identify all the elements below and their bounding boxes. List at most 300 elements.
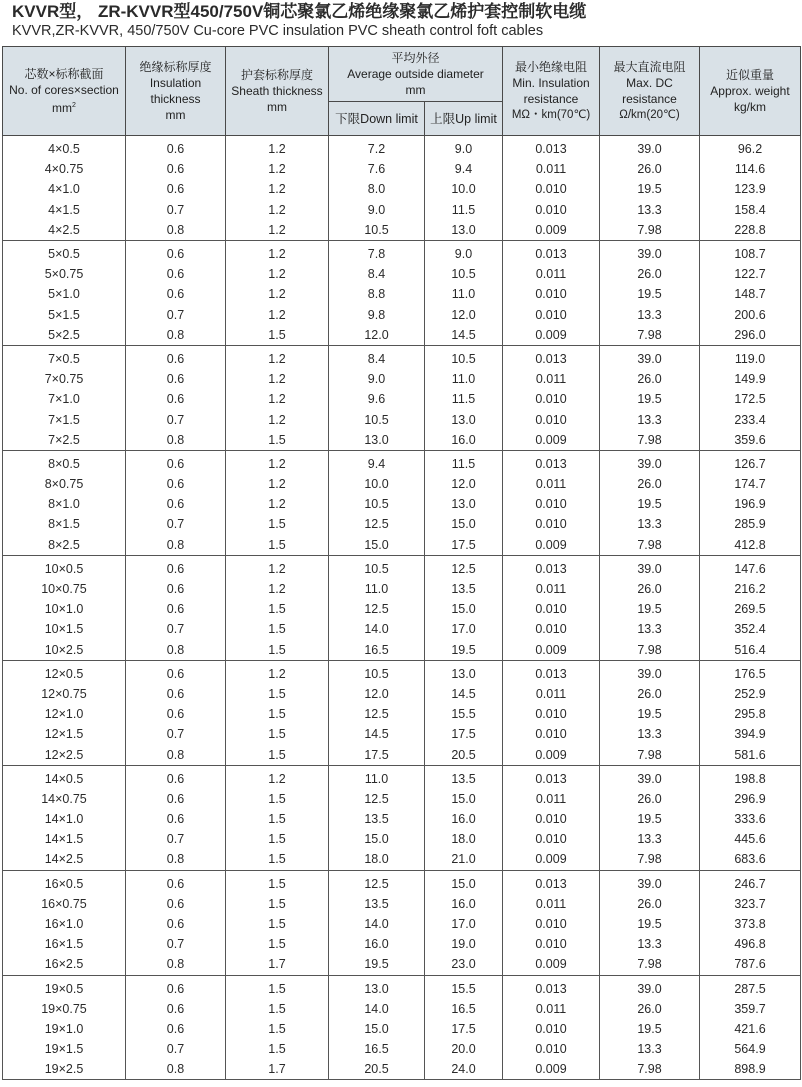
cell-sheath-thickness: 1.5 [226,684,329,704]
cell-dc-resistance: 7.98 [600,325,700,346]
cell-cores-section: 8×1.0 [3,494,126,514]
cell-insulation-resistance: 0.013 [503,660,600,684]
cell-sheath-thickness: 1.5 [226,999,329,1019]
cell-diameter-upper: 15.0 [425,789,503,809]
table-row [3,325,801,346]
cell-sheath-thickness: 1.5 [226,325,329,346]
cell-insulation-thickness: 0.6 [126,1019,226,1039]
cell-diameter-lower: 13.0 [329,975,425,999]
cell-insulation-resistance: 0.010 [503,704,600,724]
cell-insulation-thickness: 0.6 [126,474,226,494]
cell-cores-section: 19×0.5 [3,975,126,999]
cell-diameter-upper: 13.0 [425,494,503,514]
cell-insulation-thickness: 0.6 [126,704,226,724]
cell-insulation-resistance: 0.010 [503,829,600,849]
cell-dc-resistance: 39.0 [600,660,700,684]
cell-approx-weight: 323.7 [700,894,801,914]
cell-cores-section: 10×0.5 [3,555,126,579]
cell-insulation-thickness: 0.6 [126,240,226,264]
cell-dc-resistance: 13.3 [600,514,700,534]
cell-cores-section: 8×2.5 [3,535,126,556]
cell-sheath-thickness: 1.5 [226,619,329,639]
cell-diameter-lower: 15.0 [329,829,425,849]
cell-sheath-thickness: 1.2 [226,159,329,179]
cell-sheath-thickness: 1.5 [226,640,329,661]
cell-cores-section: 14×0.5 [3,765,126,789]
cell-insulation-resistance: 0.010 [503,179,600,199]
cell-diameter-lower: 7.8 [329,240,425,264]
table-row [3,264,801,284]
cell-dc-resistance: 19.5 [600,704,700,724]
cell-insulation-resistance: 0.010 [503,1019,600,1039]
cell-insulation-thickness: 0.6 [126,159,226,179]
table-row [3,724,801,744]
table-row [3,1039,801,1059]
cell-dc-resistance: 7.98 [600,1059,700,1080]
cell-cores-section: 16×1.5 [3,934,126,954]
cell-insulation-resistance: 0.013 [503,450,600,474]
cell-diameter-lower: 8.0 [329,179,425,199]
cell-sheath-thickness: 1.2 [226,305,329,325]
cell-cores-section: 5×0.5 [3,240,126,264]
table-row [3,159,801,179]
cell-insulation-resistance: 0.011 [503,579,600,599]
cell-insulation-resistance: 0.009 [503,744,600,765]
header-diameter-upper: 上限Up limit [425,102,503,136]
cell-insulation-resistance: 0.011 [503,999,600,1019]
cell-insulation-thickness: 0.7 [126,514,226,534]
cell-dc-resistance: 13.3 [600,619,700,639]
cell-cores-section: 12×0.75 [3,684,126,704]
table-row [3,179,801,199]
cell-dc-resistance: 19.5 [600,1019,700,1039]
cell-diameter-lower: 17.5 [329,744,425,765]
cell-dc-resistance: 39.0 [600,555,700,579]
cell-dc-resistance: 19.5 [600,284,700,304]
cell-dc-resistance: 13.3 [600,724,700,744]
cell-approx-weight: 581.6 [700,744,801,765]
cell-diameter-lower: 10.5 [329,409,425,429]
cell-sheath-thickness: 1.2 [226,220,329,241]
cell-dc-resistance: 19.5 [600,599,700,619]
cell-diameter-lower: 10.5 [329,555,425,579]
cell-approx-weight: 787.6 [700,954,801,975]
cell-diameter-upper: 20.5 [425,744,503,765]
table-row [3,684,801,704]
cell-sheath-thickness: 1.5 [226,704,329,724]
header-cores: 芯数×标称截面 No. of cores×section $mm^2$ [3,47,126,136]
cell-dc-resistance: 26.0 [600,159,700,179]
header-insulation: 绝缘标称厚度 Insulation thickness mm [126,47,226,136]
cell-diameter-lower: 10.5 [329,660,425,684]
cell-insulation-resistance: 0.009 [503,849,600,870]
cell-diameter-lower: 16.5 [329,1039,425,1059]
cell-diameter-upper: 23.0 [425,954,503,975]
table-row [3,599,801,619]
cell-cores-section: 16×1.0 [3,914,126,934]
header-weight: 近似重量 Approx. weight kg/km [700,47,801,136]
cell-approx-weight: 287.5 [700,975,801,999]
cell-diameter-upper: 16.0 [425,430,503,451]
cell-dc-resistance: 39.0 [600,240,700,264]
header-diameter-lower: 下限Down limit [329,102,425,136]
cell-cores-section: 19×1.0 [3,1019,126,1039]
cell-dc-resistance: 39.0 [600,870,700,894]
table-row [3,809,801,829]
cell-sheath-thickness: 1.5 [226,914,329,934]
cell-insulation-resistance: 0.010 [503,599,600,619]
cell-diameter-lower: 11.0 [329,579,425,599]
cell-diameter-lower: 13.0 [329,430,425,451]
cell-diameter-lower: 9.4 [329,450,425,474]
cell-dc-resistance: 19.5 [600,389,700,409]
cell-approx-weight: 445.6 [700,829,801,849]
cell-insulation-thickness: 0.8 [126,1059,226,1080]
cell-approx-weight: 352.4 [700,619,801,639]
cell-diameter-lower: 16.0 [329,934,425,954]
cell-approx-weight: 114.6 [700,159,801,179]
cell-dc-resistance: 26.0 [600,264,700,284]
cell-diameter-upper: 12.5 [425,555,503,579]
cell-insulation-thickness: 0.7 [126,1039,226,1059]
cell-cores-section: 12×1.5 [3,724,126,744]
cell-approx-weight: 285.9 [700,514,801,534]
table-row [3,514,801,534]
cell-sheath-thickness: 1.2 [226,240,329,264]
cell-dc-resistance: 39.0 [600,975,700,999]
cell-approx-weight: 96.2 [700,136,801,160]
cell-diameter-upper: 16.5 [425,999,503,1019]
cell-insulation-thickness: 0.6 [126,579,226,599]
cell-dc-resistance: 13.3 [600,200,700,220]
cell-cores-section: 5×0.75 [3,264,126,284]
table-row [3,954,801,975]
cell-diameter-upper: 13.0 [425,660,503,684]
cell-insulation-thickness: 0.6 [126,494,226,514]
cell-dc-resistance: 7.98 [600,220,700,241]
table-row [3,389,801,409]
cell-sheath-thickness: 1.5 [226,744,329,765]
cell-approx-weight: 898.9 [700,1059,801,1080]
cell-sheath-thickness: 1.2 [226,369,329,389]
cell-dc-resistance: 7.98 [600,744,700,765]
cell-approx-weight: 122.7 [700,264,801,284]
cell-approx-weight: 269.5 [700,599,801,619]
table-header [3,47,801,136]
cell-diameter-lower: 15.0 [329,1019,425,1039]
cell-diameter-upper: 17.5 [425,535,503,556]
cell-cores-section: 7×0.5 [3,345,126,369]
cell-approx-weight: 246.7 [700,870,801,894]
cell-dc-resistance: 19.5 [600,494,700,514]
cell-sheath-thickness: 1.2 [226,474,329,494]
table-row [3,660,801,684]
cell-diameter-lower: 14.0 [329,914,425,934]
cell-approx-weight: 333.6 [700,809,801,829]
cell-insulation-resistance: 0.010 [503,389,600,409]
header-dc-resistance: 最大直流电阻 Max. DC resistance Ω/km(20℃) [600,47,700,136]
cell-sheath-thickness: 1.7 [226,954,329,975]
cell-diameter-lower: 9.6 [329,389,425,409]
cell-diameter-upper: 10.5 [425,345,503,369]
cell-diameter-lower: 12.5 [329,870,425,894]
cell-cores-section: 7×0.75 [3,369,126,389]
cell-insulation-resistance: 0.009 [503,220,600,241]
cell-diameter-upper: 14.5 [425,325,503,346]
cell-sheath-thickness: 1.5 [226,514,329,534]
cell-diameter-lower: 13.5 [329,809,425,829]
cell-diameter-upper: 13.0 [425,220,503,241]
table-row [3,284,801,304]
cell-approx-weight: 198.8 [700,765,801,789]
cell-dc-resistance: 7.98 [600,430,700,451]
cell-diameter-upper: 15.5 [425,704,503,724]
cell-approx-weight: 174.7 [700,474,801,494]
cell-diameter-upper: 15.0 [425,514,503,534]
cell-approx-weight: 412.8 [700,535,801,556]
cell-diameter-lower: 15.0 [329,535,425,556]
cell-sheath-thickness: 1.5 [226,724,329,744]
table-row [3,934,801,954]
cell-dc-resistance: 19.5 [600,179,700,199]
cell-diameter-lower: 8.4 [329,345,425,369]
table-row [3,220,801,241]
cell-sheath-thickness: 1.5 [226,535,329,556]
cell-diameter-lower: 12.5 [329,599,425,619]
cell-insulation-resistance: 0.013 [503,136,600,160]
cell-sheath-thickness: 1.2 [226,579,329,599]
cell-insulation-thickness: 0.6 [126,136,226,160]
table-row [3,409,801,429]
cell-diameter-lower: 18.0 [329,849,425,870]
cell-approx-weight: 394.9 [700,724,801,744]
cell-insulation-resistance: 0.013 [503,345,600,369]
cell-diameter-upper: 15.5 [425,975,503,999]
cell-insulation-resistance: 0.013 [503,975,600,999]
cell-diameter-upper: 13.5 [425,765,503,789]
cell-insulation-resistance: 0.010 [503,914,600,934]
cell-diameter-lower: 16.5 [329,640,425,661]
cell-insulation-thickness: 0.8 [126,535,226,556]
table-row [3,849,801,870]
table-row [3,870,801,894]
cell-approx-weight: 216.2 [700,579,801,599]
cell-sheath-thickness: 1.2 [226,345,329,369]
cell-insulation-resistance: 0.013 [503,555,600,579]
cell-approx-weight: 148.7 [700,284,801,304]
cell-diameter-lower: 7.2 [329,136,425,160]
cell-sheath-thickness: 1.2 [226,765,329,789]
cell-sheath-thickness: 1.2 [226,136,329,160]
cell-insulation-resistance: 0.013 [503,765,600,789]
cell-approx-weight: 359.6 [700,430,801,451]
table-row [3,894,801,914]
title-english: KVVR,ZR-KVVR, 450/750V Cu-core PVC insulation PVC sheath control foft cables [12,23,544,39]
cell-insulation-thickness: 0.6 [126,809,226,829]
cell-sheath-thickness: 1.5 [226,934,329,954]
table-row [3,579,801,599]
cell-insulation-thickness: 0.8 [126,954,226,975]
cell-insulation-thickness: 0.8 [126,744,226,765]
cell-diameter-lower: 14.0 [329,619,425,639]
cell-diameter-upper: 10.0 [425,179,503,199]
cell-sheath-thickness: 1.2 [226,179,329,199]
cell-insulation-thickness: 0.6 [126,789,226,809]
cell-insulation-resistance: 0.013 [503,240,600,264]
cell-insulation-thickness: 0.6 [126,870,226,894]
cell-insulation-resistance: 0.010 [503,724,600,744]
cell-diameter-upper: 20.0 [425,1039,503,1059]
cell-sheath-thickness: 1.5 [226,809,329,829]
cell-insulation-thickness: 0.7 [126,619,226,639]
cell-diameter-lower: 11.0 [329,765,425,789]
cell-diameter-upper: 14.5 [425,684,503,704]
table-row [3,999,801,1019]
table-row [3,240,801,264]
cell-dc-resistance: 26.0 [600,474,700,494]
header-diameter: 平均外径 Average outside diameter mm [329,47,503,102]
cell-insulation-thickness: 0.6 [126,345,226,369]
cell-approx-weight: 158.4 [700,200,801,220]
table-row [3,619,801,639]
cell-insulation-resistance: 0.011 [503,159,600,179]
cell-insulation-resistance: 0.010 [503,619,600,639]
table-row [3,474,801,494]
cell-insulation-resistance: 0.010 [503,494,600,514]
cell-dc-resistance: 13.3 [600,1039,700,1059]
cell-cores-section: 10×2.5 [3,640,126,661]
cell-insulation-resistance: 0.010 [503,514,600,534]
table-row [3,640,801,661]
cell-cores-section: 16×2.5 [3,954,126,975]
cell-dc-resistance: 26.0 [600,579,700,599]
cell-dc-resistance: 7.98 [600,535,700,556]
cell-sheath-thickness: 1.5 [226,430,329,451]
cell-approx-weight: 172.5 [700,389,801,409]
cell-insulation-thickness: 0.6 [126,999,226,1019]
cell-diameter-lower: 10.0 [329,474,425,494]
cell-sheath-thickness: 1.5 [226,1019,329,1039]
cell-insulation-thickness: 0.6 [126,660,226,684]
cell-diameter-lower: 9.8 [329,305,425,325]
header-insulation-resistance: 最小绝缘电阻 Min. Insulation resistance MΩ・km(70℃) [503,47,600,136]
cell-diameter-lower: 10.5 [329,220,425,241]
cell-sheath-thickness: 1.5 [226,1039,329,1059]
cell-approx-weight: 252.9 [700,684,801,704]
cell-dc-resistance: 13.3 [600,829,700,849]
cell-diameter-upper: 12.0 [425,305,503,325]
cell-cores-section: 19×0.75 [3,999,126,1019]
cell-diameter-upper: 9.0 [425,136,503,160]
cell-insulation-resistance: 0.009 [503,535,600,556]
table-row [3,200,801,220]
cell-approx-weight: 228.8 [700,220,801,241]
cell-insulation-thickness: 0.7 [126,200,226,220]
cell-sheath-thickness: 1.7 [226,1059,329,1080]
cell-cores-section: 8×0.5 [3,450,126,474]
cell-diameter-upper: 17.5 [425,1019,503,1039]
cell-insulation-resistance: 0.011 [503,264,600,284]
cell-diameter-upper: 19.5 [425,640,503,661]
cell-cores-section: 19×2.5 [3,1059,126,1080]
cell-dc-resistance: 26.0 [600,999,700,1019]
cell-diameter-upper: 10.5 [425,264,503,284]
cell-insulation-thickness: 0.8 [126,849,226,870]
cell-insulation-thickness: 0.8 [126,220,226,241]
cell-sheath-thickness: 1.2 [226,660,329,684]
cell-sheath-thickness: 1.5 [226,829,329,849]
cell-insulation-resistance: 0.009 [503,1059,600,1080]
table-row [3,345,801,369]
cell-insulation-thickness: 0.7 [126,305,226,325]
cell-cores-section: 10×1.0 [3,599,126,619]
cell-insulation-resistance: 0.011 [503,894,600,914]
cell-insulation-thickness: 0.6 [126,369,226,389]
cell-diameter-upper: 19.0 [425,934,503,954]
cell-diameter-lower: 12.5 [329,789,425,809]
cell-diameter-upper: 13.5 [425,579,503,599]
cell-cores-section: 7×1.5 [3,409,126,429]
title-block [0,0,802,42]
cell-cores-section: 14×1.5 [3,829,126,849]
cell-insulation-resistance: 0.009 [503,430,600,451]
cell-insulation-resistance: 0.011 [503,474,600,494]
cell-dc-resistance: 39.0 [600,765,700,789]
cell-insulation-thickness: 0.8 [126,640,226,661]
cell-cores-section: 12×0.5 [3,660,126,684]
table-row [3,555,801,579]
table-row [3,305,801,325]
cell-insulation-resistance: 0.010 [503,305,600,325]
table-row [3,430,801,451]
cell-cores-section: 14×1.0 [3,809,126,829]
cell-insulation-thickness: 0.7 [126,934,226,954]
cell-sheath-thickness: 1.2 [226,264,329,284]
cell-approx-weight: 196.9 [700,494,801,514]
cell-cores-section: 19×1.5 [3,1039,126,1059]
cell-insulation-resistance: 0.010 [503,1039,600,1059]
cell-diameter-upper: 11.5 [425,450,503,474]
cell-insulation-resistance: 0.011 [503,369,600,389]
cell-diameter-lower: 9.0 [329,369,425,389]
cell-insulation-thickness: 0.7 [126,724,226,744]
cell-diameter-lower: 10.5 [329,494,425,514]
table-row [3,744,801,765]
cell-sheath-thickness: 1.2 [226,409,329,429]
cell-cores-section: 7×2.5 [3,430,126,451]
cell-insulation-thickness: 0.6 [126,284,226,304]
cell-dc-resistance: 39.0 [600,345,700,369]
cell-approx-weight: 296.9 [700,789,801,809]
cell-diameter-lower: 12.0 [329,684,425,704]
cell-diameter-lower: 20.5 [329,1059,425,1080]
cell-approx-weight: 126.7 [700,450,801,474]
cell-approx-weight: 149.9 [700,369,801,389]
cell-dc-resistance: 13.3 [600,409,700,429]
cell-cores-section: 8×1.5 [3,514,126,534]
cell-dc-resistance: 19.5 [600,809,700,829]
cell-cores-section: 16×0.75 [3,894,126,914]
cell-dc-resistance: 13.3 [600,305,700,325]
cell-cores-section: 4×1.0 [3,179,126,199]
cell-diameter-upper: 11.0 [425,284,503,304]
cell-insulation-thickness: 0.7 [126,829,226,849]
table-row [3,765,801,789]
cell-cores-section: 4×0.5 [3,136,126,160]
cell-insulation-thickness: 0.6 [126,765,226,789]
cell-insulation-thickness: 0.7 [126,409,226,429]
cell-insulation-resistance: 0.009 [503,325,600,346]
